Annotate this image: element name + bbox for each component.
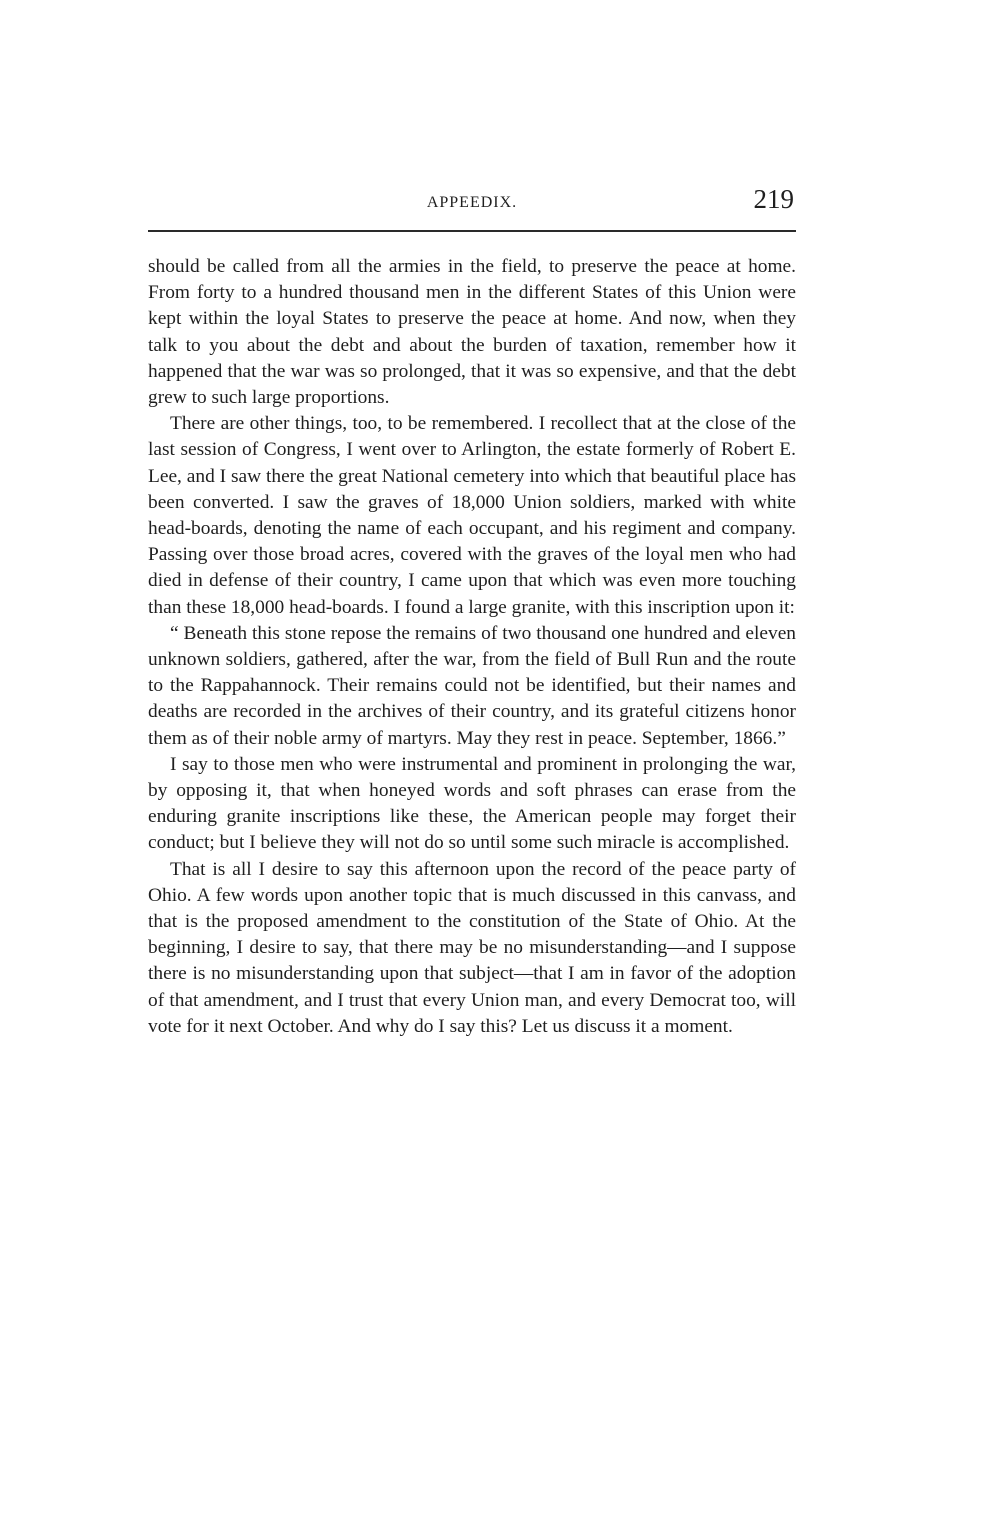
running-title: APPEEDIX.: [426, 194, 518, 211]
paragraph-continued: should be called from all the armies in the field, to preserve the peace at home. From forty to a hundred thousand men in the different States of this Union were kept within the loyal States to preserve the peace at home. And now, when they talk to you about the debt and about the burden of taxation, remember how it happened that the war was so prolonged, that it was so expensive, and that the debt grew to such large proportions.: [148, 256, 796, 409]
page-number: 219: [753, 184, 794, 214]
header-rule: [148, 230, 796, 232]
body-text: [148, 254, 796, 1040]
running-head: [148, 180, 796, 226]
paragraph-conduct: I say to those men who were instrumental and prominent in prolonging the war, by opposing it, that when honeyed words and soft phrases can erase from the enduring granite inscriptions like these, the American people may forget their conduct; but I believe they will not do so until some such miracle is accomplished.: [148, 753, 796, 854]
paragraph-arlington: There are other things, too, to be remembered. I recollect that at the close of the last session of Congress, I went over to Arlington, the estate formerly of Robert E. Lee, and I saw there the great National cemetery into which that beautiful place has been converted. I saw the graves of 18,000 Union soldiers, marked with white head-boards, denoting the name of each occupant, and his regiment and company. Passing over those broad acres, covered with the graves of the loyal men who had died in defense of their country, I came upon that which was even more touching than these 18,000 head-boards. I found a large granite, with this inscription upon it:: [148, 413, 796, 618]
paragraph-amendment: That is all I desire to say this afternoon upon the record of the peace party of Ohio. A few words upon another topic that is much discussed in this canvass, and that is the proposed amendment to the constitution of the State of Ohio. At the beginning, I desire to say, that there may be no misunderstanding—and I suppose there is no misunderstanding upon that subject—that I am in favor of the adoption of that amendment, and I trust that every Union man, and every Democrat too, will vote for it next October. And why do I say this? Let us discuss it a moment.: [148, 858, 796, 1037]
paragraph-inscription-quote: “ Beneath this stone repose the remains of two thousand one hundred and eleven unknown soldiers, gathered, after the war, from the field of Bull Run and the route to the Rappahannock. Their remains could not be identified, but their names and deaths are recorded in the archives of their country, and its grateful citizens honor them as of their noble army of martyrs. May they rest in peace. September, 1866.”: [148, 622, 796, 749]
book-page: [148, 180, 796, 1040]
